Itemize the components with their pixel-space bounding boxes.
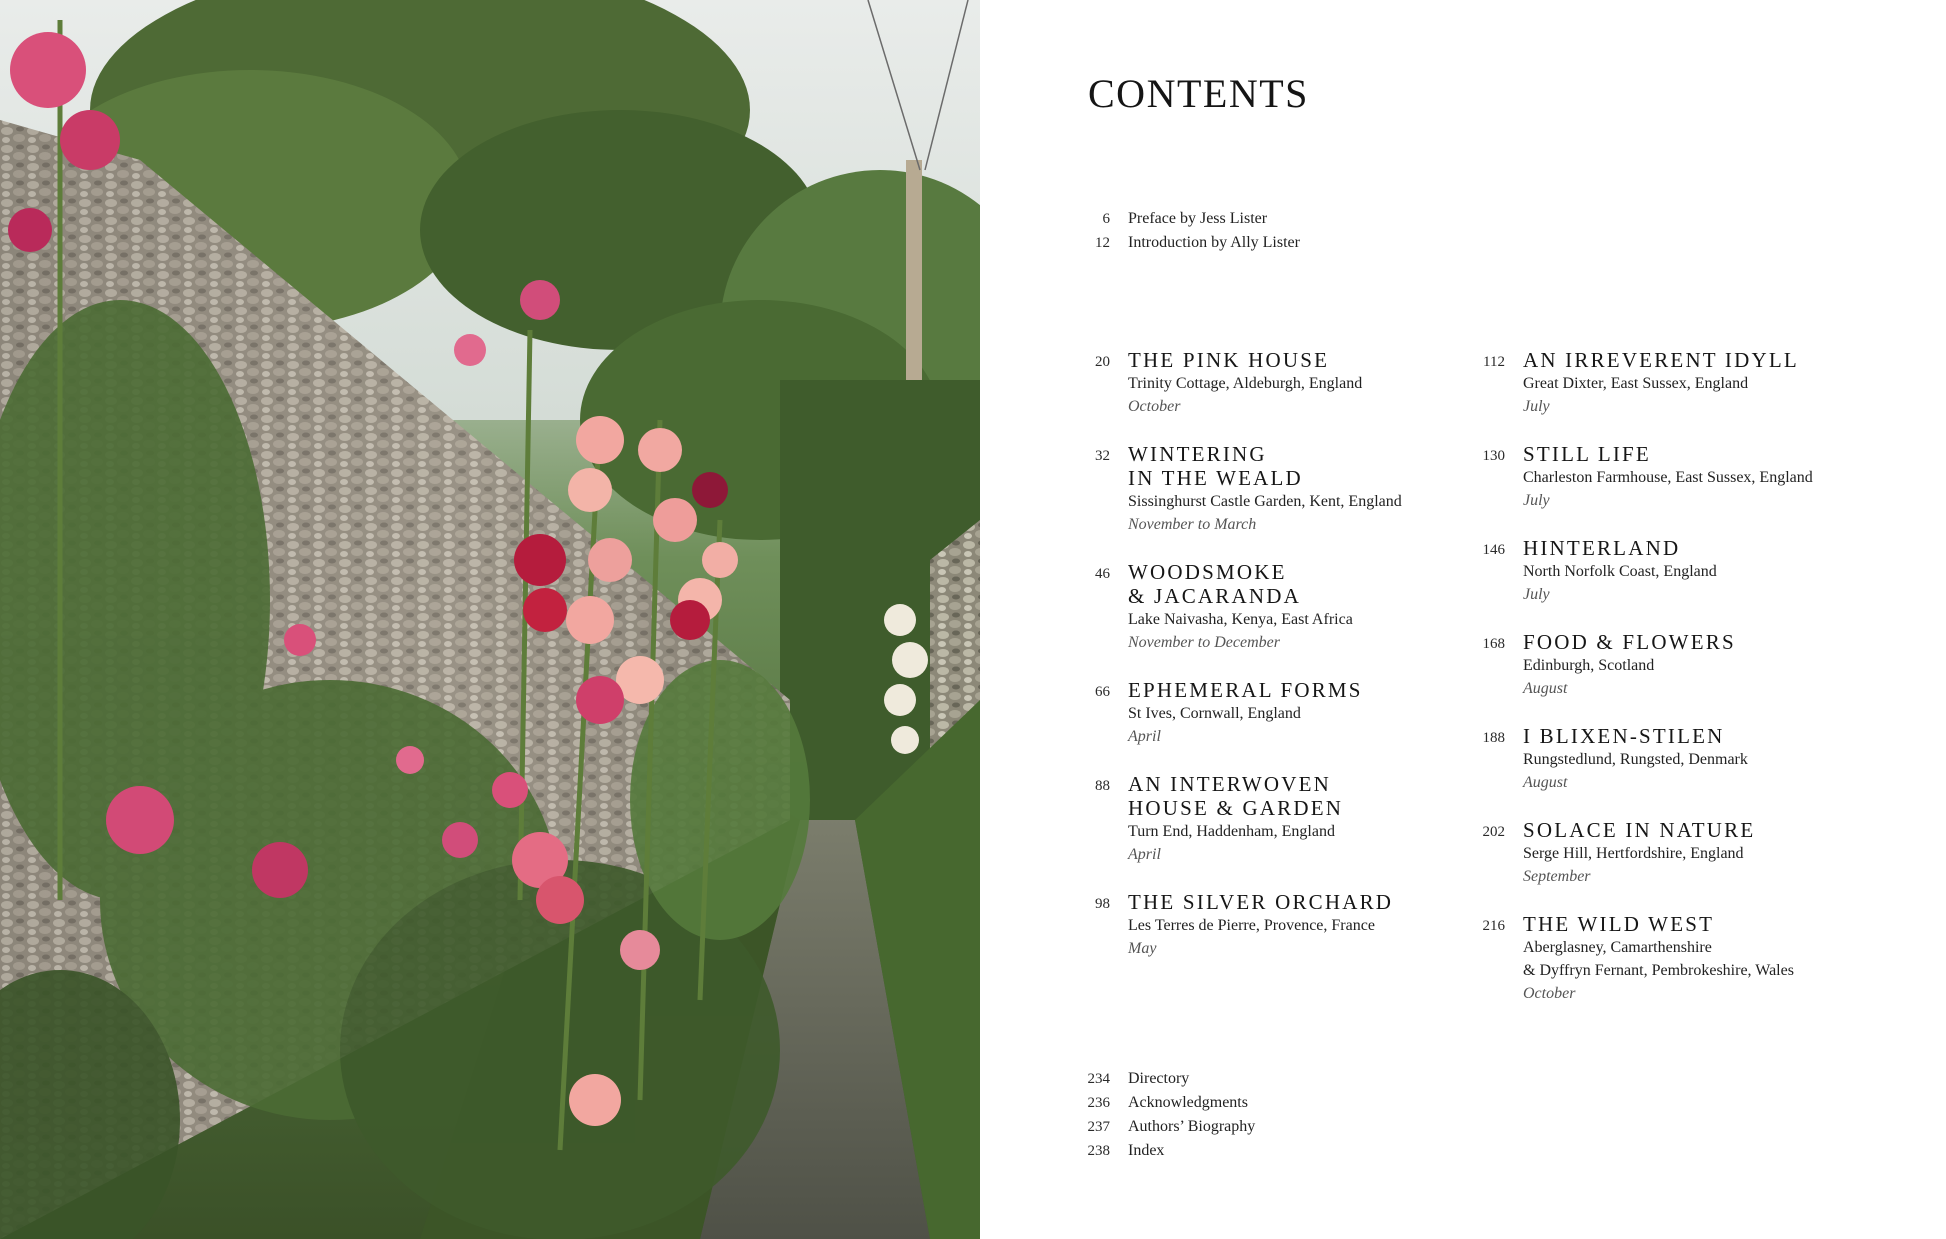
chapter-month: April <box>1128 846 1161 863</box>
page-title: CONTENTS <box>1088 71 1309 116</box>
chapter-location: Aberglasney, Camarthenshire & Dyffryn Fernant, Pembrokeshire, Wales <box>1523 939 1794 979</box>
chapter-location: Charleston Farmhouse, East Sussex, England <box>1523 469 1813 486</box>
chapter-month: May <box>1128 940 1157 957</box>
chapter-title: WOODSMOKE & JACARANDA <box>1128 560 1301 608</box>
chapter-month: July <box>1523 586 1550 603</box>
page-number: 236 <box>1087 1095 1110 1111</box>
chapter-month: April <box>1128 728 1161 745</box>
chapter-month: October <box>1523 985 1576 1002</box>
chapter-entry[interactable] <box>1080 890 1450 960</box>
chapter-month: October <box>1128 398 1181 415</box>
chapter-title: AN INTERWOVEN HOUSE & GARDEN <box>1128 772 1344 820</box>
contents-label: Introduction by Ally Lister <box>1128 234 1300 251</box>
chapter-location: Sissinghurst Castle Garden, Kent, England <box>1128 493 1402 510</box>
page-number: 238 <box>1087 1143 1110 1159</box>
chapter-entry[interactable] <box>1475 912 1915 1005</box>
chapter-title: STILL LIFE <box>1523 442 1651 466</box>
chapters-column-left <box>1080 348 1450 984</box>
front-matter-list <box>1080 210 1300 258</box>
chapter-page-number: 66 <box>1095 684 1110 700</box>
chapter-page-number: 188 <box>1482 730 1505 746</box>
chapter-page-number: 98 <box>1095 896 1110 912</box>
chapter-entry[interactable] <box>1080 560 1450 654</box>
chapter-location: Les Terres de Pierre, Provence, France <box>1128 917 1375 934</box>
chapter-location: Serge Hill, Hertfordshire, England <box>1523 845 1744 862</box>
chapter-entry[interactable] <box>1080 348 1450 418</box>
contents-list-item[interactable] <box>1080 1070 1255 1094</box>
chapter-entry[interactable] <box>1080 442 1450 536</box>
chapters-column-right <box>1475 348 1915 1029</box>
chapter-location: Great Dixter, East Sussex, England <box>1523 375 1749 392</box>
page-number: 237 <box>1087 1119 1110 1135</box>
chapter-month: August <box>1523 680 1568 697</box>
contents-list-item[interactable] <box>1080 1094 1255 1118</box>
contents-list-item[interactable] <box>1080 1142 1255 1166</box>
contents-label: Authors’ Biography <box>1128 1118 1256 1135</box>
chapter-page-number: 20 <box>1095 354 1110 370</box>
chapter-title: FOOD & FLOWERS <box>1523 630 1736 654</box>
chapter-entry[interactable] <box>1475 536 1915 606</box>
contents-label: Directory <box>1128 1070 1190 1087</box>
chapter-month: November to December <box>1128 634 1280 651</box>
chapter-location: Edinburgh, Scotland <box>1523 657 1655 674</box>
chapter-entry[interactable] <box>1080 772 1450 866</box>
chapter-page-number: 112 <box>1483 354 1505 370</box>
chapter-title: AN IRREVERENT IDYLL <box>1523 348 1799 372</box>
contents-list-item[interactable] <box>1080 210 1300 234</box>
chapter-entry[interactable] <box>1475 818 1915 888</box>
chapter-location: Turn End, Haddenham, England <box>1128 823 1335 840</box>
chapter-title: I BLIXEN-STILEN <box>1523 724 1725 748</box>
contents-label: Acknowledgments <box>1128 1094 1248 1111</box>
chapter-entry[interactable] <box>1475 630 1915 700</box>
chapter-location: Lake Naivasha, Kenya, East Africa <box>1128 611 1353 628</box>
chapter-page-number: 168 <box>1482 636 1505 652</box>
chapter-title: HINTERLAND <box>1523 536 1681 560</box>
chapter-page-number: 88 <box>1095 778 1110 794</box>
chapter-page-number: 46 <box>1095 566 1110 582</box>
chapter-title: SOLACE IN NATURE <box>1523 818 1756 842</box>
contents-list-item[interactable] <box>1080 234 1300 258</box>
page-number: 6 <box>1102 211 1110 227</box>
contents-label: Index <box>1128 1142 1165 1159</box>
chapter-entry[interactable] <box>1080 678 1450 748</box>
chapter-month: November to March <box>1128 516 1257 533</box>
chapter-title: EPHEMERAL FORMS <box>1128 678 1363 702</box>
back-matter-list <box>1080 1070 1255 1166</box>
chapter-location: North Norfolk Coast, England <box>1523 563 1717 580</box>
page-number: 234 <box>1087 1071 1110 1087</box>
chapter-month: July <box>1523 398 1550 415</box>
chapter-page-number: 130 <box>1482 448 1505 464</box>
chapter-location: St Ives, Cornwall, England <box>1128 705 1301 722</box>
chapter-title: THE SILVER ORCHARD <box>1128 890 1394 914</box>
chapter-page-number: 216 <box>1482 918 1505 934</box>
chapter-title: WINTERING IN THE WEALD <box>1128 442 1303 490</box>
chapter-entry[interactable] <box>1475 724 1915 794</box>
chapter-entry[interactable] <box>1475 348 1915 418</box>
chapter-page-number: 146 <box>1482 542 1505 558</box>
contents-label: Preface by Jess Lister <box>1128 210 1268 227</box>
chapter-month: July <box>1523 492 1550 509</box>
chapter-title: THE WILD WEST <box>1523 912 1715 936</box>
chapter-entry[interactable] <box>1475 442 1915 512</box>
chapter-page-number: 32 <box>1095 448 1110 464</box>
chapter-month: September <box>1523 868 1591 885</box>
contents-list-item[interactable] <box>1080 1118 1255 1142</box>
chapter-title: THE PINK HOUSE <box>1128 348 1330 372</box>
page-number: 12 <box>1095 235 1110 251</box>
chapter-month: August <box>1523 774 1568 791</box>
chapter-location: Trinity Cottage, Aldeburgh, England <box>1128 375 1363 392</box>
chapter-page-number: 202 <box>1482 824 1505 840</box>
contents-page <box>980 0 1946 1239</box>
chapter-location: Rungstedlund, Rungsted, Denmark <box>1523 751 1748 768</box>
